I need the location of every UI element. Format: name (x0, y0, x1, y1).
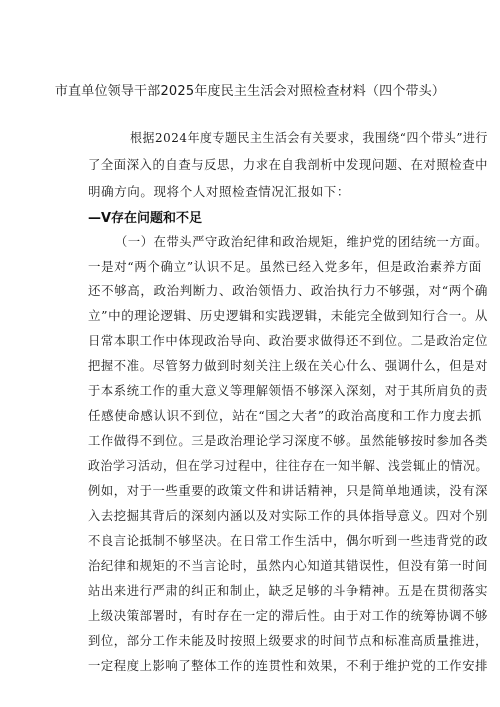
body-line: 不良言论抵制不够坚决。在日常工作生活中，偶尔听到一些违背党的政 (88, 533, 489, 548)
body-line: 政治学习活动，但在学习过程中，往往存在一知半解、浅尝辄止的情况。 (88, 458, 489, 473)
body-line: 把握不准。尽管努力做到时刻关注上级在关心什么、强调什么，但是对 (88, 358, 489, 373)
intro-line: 了全面深入的自查与反思，力求在自我剖析中发现问题、在对照检查中 (88, 157, 489, 172)
body-line: 治纪律和规矩的不当言论时，虽然内心知道其错误性，但没有第一时间 (88, 558, 489, 573)
body-line: 工作做得不到位。三是政治理论学习深度不够。虽然能够按时参加各类 (88, 433, 489, 448)
body-line: 任感使命感认识不到位，站在“国之大者”的政治高度和工作力度去抓 (88, 408, 482, 423)
body-line: （一）在带头严守政治纪律和政治规矩，维护党的团结统一方面。 (115, 234, 488, 249)
intro-line: 明确方向。现将个人对照检查情况汇报如下： (88, 184, 351, 199)
body-line: 于本系统工作的重大意义等理解领悟不够深入深刻，对于其所肩负的责 (88, 383, 489, 398)
body-line: 一定程度上影响了整体工作的连贯性和效果，不利于维护党的工作安排 (88, 658, 489, 673)
body-line: 还不够高，政治判断力、政治领悟力、政治执行力不够强，对“两个确 (88, 283, 488, 298)
body-line: 立”中的理论逻辑、历史逻辑和实践逻辑，未能完全做到知行合一。从 (88, 308, 488, 323)
body-line: 一是对“两个确立”认识不足。虽然已经入党多年，但是政治素养方面 (88, 259, 482, 274)
body-line: 站出来进行严肃的纠正和制止，缺乏足够的斗争精神。五是在贯彻落实 (88, 583, 489, 598)
body-line: 例如，对于一些重要的政策文件和讲话精神，只是简单地通读，没有深 (88, 483, 489, 498)
body-line: 入去挖掘其背后的深刻内涵以及对实际工作的具体指导意义。四对个别 (88, 508, 489, 523)
body-line: 上级决策部署时，有时存在一定的滞后性。由于对工作的统筹协调不够 (88, 608, 489, 623)
section-heading: —V存在问题和不足 (88, 211, 203, 226)
body-line: 日常本职工作中体现政治导向、政治要求做得还不到位。二是政治定位 (88, 333, 489, 348)
intro-line: 根据2024年度专题民主生活会有关要求，我围绕“四个带头”进行 (130, 130, 489, 145)
body-line: 到位，部分工作未能及时按照上级要求的时间节点和标准高质量推进， (88, 633, 489, 648)
document-title: 市直单位领导干部2025年度民主生活会对照检查材料（四个带头） (54, 84, 446, 99)
